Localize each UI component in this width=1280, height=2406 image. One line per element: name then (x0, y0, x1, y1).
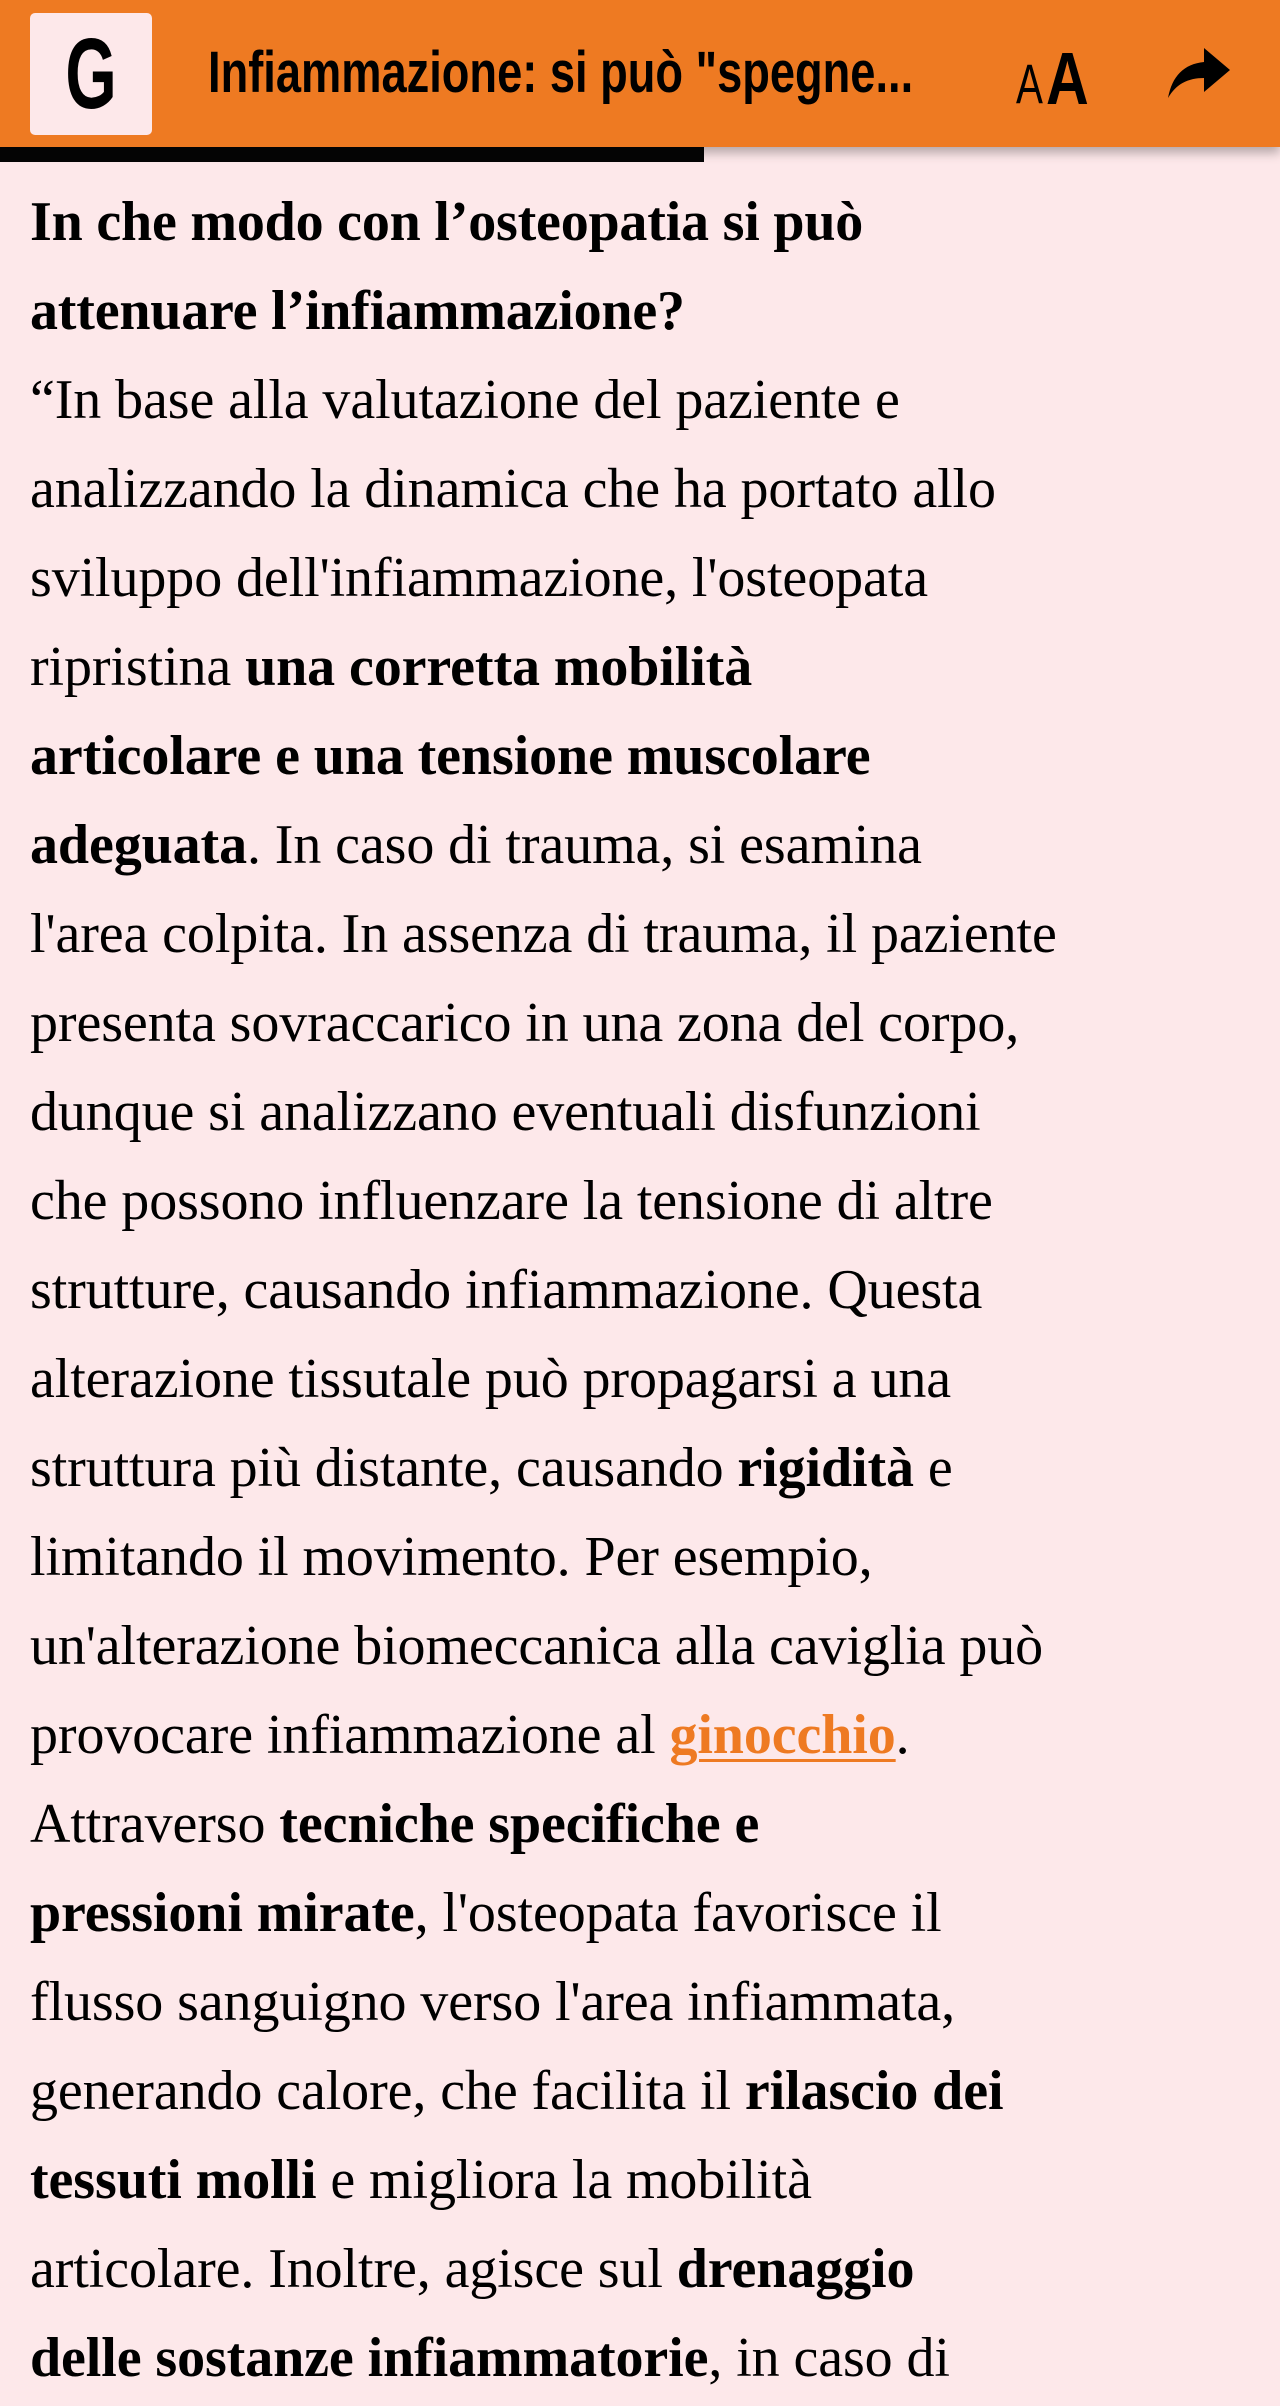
text: , l'osteopata favorisce il (414, 1882, 942, 1944)
bold-text: rigidità (737, 1437, 914, 1499)
bold-text: articolare e una tensione muscolare (30, 725, 871, 787)
ginocchio-link[interactable]: ginocchio (669, 1704, 896, 1766)
paragraph-line (30, 2314, 1255, 2403)
text: ripristina (30, 636, 246, 698)
paragraph-line (30, 1513, 1255, 1602)
text: articolare. Inoltre, agisce sul (30, 2238, 677, 2300)
article-paragraph (30, 356, 1255, 2403)
text: provocare infiammazione al (30, 1704, 670, 1766)
text: l'area colpita. In assenza di trauma, il paziente (30, 903, 1057, 965)
text: limitando il movimento. Per esempio, (30, 1526, 873, 1588)
paragraph-line (30, 2136, 1255, 2225)
text: che possono influenzare la tensione di altre (30, 1170, 993, 1232)
publication-logo[interactable] (30, 13, 152, 135)
text: flusso sanguigno verso l'area infiammata, (30, 1971, 956, 2033)
text: alterazione tissutale può propagarsi a una (30, 1348, 952, 1410)
bold-text: una corretta mobilità (245, 636, 753, 698)
paragraph-line (30, 356, 1255, 445)
bold-text: tessuti molli (30, 2149, 317, 2211)
text: struttura più distante, causando (30, 1437, 738, 1499)
paragraph-line (30, 712, 1255, 801)
bold-text: pressioni mirate (30, 1882, 415, 1944)
text: strutture, causando infiammazione. Questa (30, 1259, 983, 1321)
article-title: Infiammazione: si può "spegne... (208, 40, 914, 105)
text: sviluppo dell'infiammazione, l'osteopata (30, 547, 928, 609)
paragraph-line (30, 1958, 1255, 2047)
text: un'alterazione biomeccanica alla caviglia può (30, 1615, 1044, 1677)
paragraph-line (30, 2225, 1255, 2314)
text: dunque si analizzano eventuali disfunzioni (30, 1081, 981, 1143)
bold-text: tecniche specifiche e (279, 1793, 760, 1855)
text: e (913, 1437, 953, 1499)
article-body (30, 178, 1255, 2403)
top-app-bar (0, 0, 1280, 147)
bold-text: drenaggio (676, 2238, 915, 2300)
bold-text: delle sostanze infiammatorie (30, 2327, 709, 2389)
paragraph-line (30, 1780, 1255, 1869)
bold-text: rilascio dei (744, 2060, 1004, 2122)
share-arrow-icon (1168, 46, 1232, 102)
paragraph-line (30, 1691, 1255, 1780)
text: generando calore, che facilita il (30, 2060, 745, 2122)
bold-text: adeguata (30, 814, 247, 876)
heading-line: In che modo con l’osteopatia si può (30, 191, 864, 253)
font-size-large-icon: A (1046, 37, 1089, 120)
text: Attraverso (30, 1793, 280, 1855)
text: . (895, 1704, 910, 1766)
paragraph-line (30, 1335, 1255, 1424)
paragraph-line (30, 1869, 1255, 1958)
paragraph-line (30, 534, 1255, 623)
text: “In base alla valutazione del paziente e (30, 369, 900, 431)
logo-letter: G (65, 17, 117, 130)
section-heading (30, 178, 1255, 356)
paragraph-line (30, 445, 1255, 534)
reading-progress-bar (0, 147, 1280, 163)
paragraph-line (30, 1424, 1255, 1513)
paragraph-line (30, 1246, 1255, 1335)
paragraph-line (30, 623, 1255, 712)
text: . In caso di trauma, si esamina (247, 814, 922, 876)
text: e migliora la mobilità (316, 2149, 812, 2211)
paragraph-line (30, 2047, 1255, 2136)
heading-line: attenuare l’infiammazione? (30, 280, 685, 342)
font-size-button[interactable] (1010, 36, 1120, 120)
paragraph-line (30, 801, 1255, 890)
font-size-small-icon: A (1016, 52, 1043, 115)
text: analizzando la dinamica che ha portato allo (30, 458, 996, 520)
text: presenta sovraccarico in una zona del corpo, (30, 992, 1020, 1054)
paragraph-line (30, 890, 1255, 979)
paragraph-line (30, 1068, 1255, 1157)
paragraph-line (30, 1157, 1255, 1246)
paragraph-line (30, 1602, 1255, 1691)
reading-progress-fill (0, 147, 704, 162)
text: , in caso di (708, 2327, 950, 2389)
paragraph-line (30, 979, 1255, 1068)
share-button[interactable] (1168, 46, 1232, 102)
